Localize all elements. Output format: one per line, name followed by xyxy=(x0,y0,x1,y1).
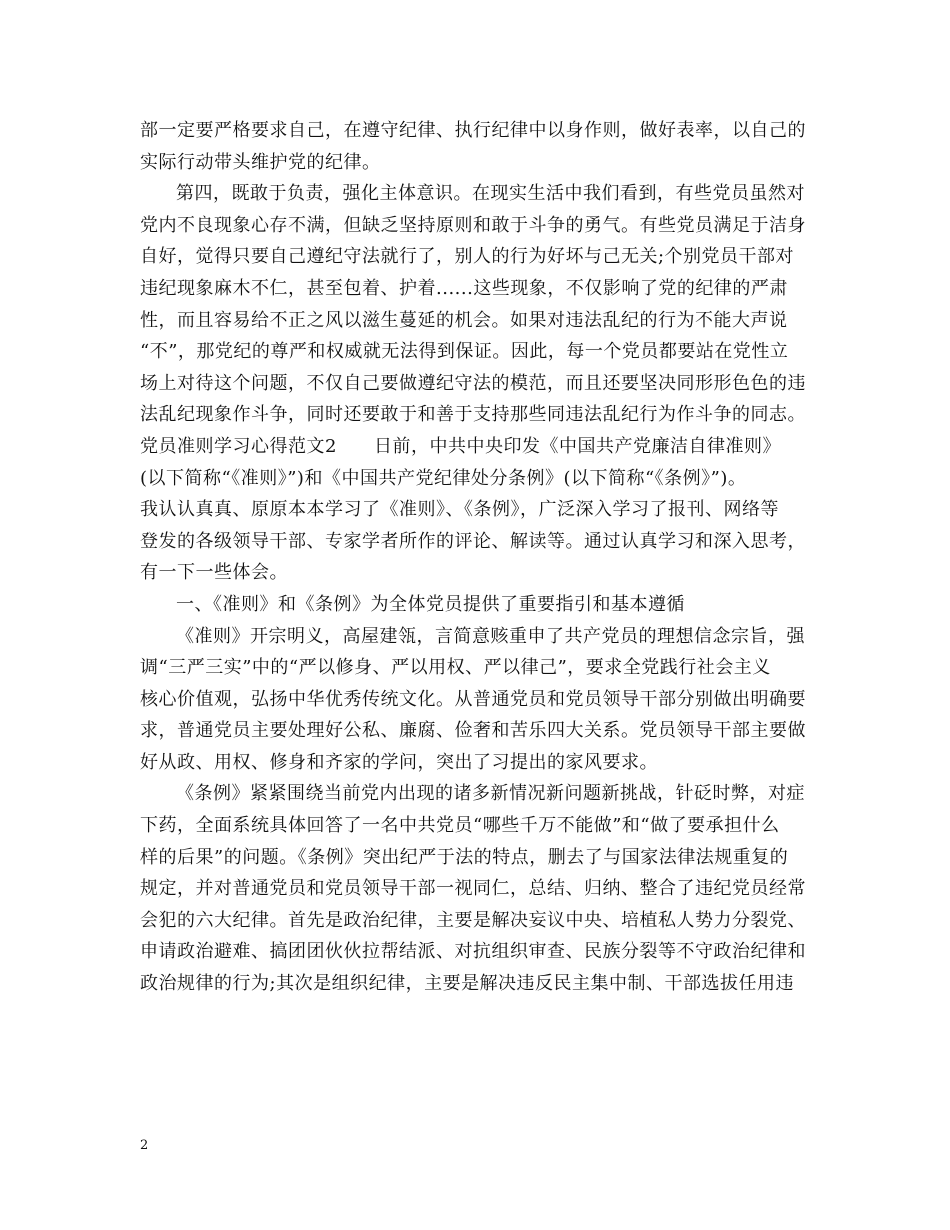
text-line: 样的后果”的问题。《条例》突出纪严于法的特点，删去了与国家法律法规重复的 xyxy=(140,846,789,868)
text-line: 一、《准则》和《条例》为全体党员提供了重要指引和基本遵循 xyxy=(176,593,685,615)
text-line: 政治规律的行为;其次是组织纪律，主要是解决违反民主集中制、干部选拔任用违 xyxy=(140,973,795,995)
text-line: 实际行动带头维护党的纪律。 xyxy=(140,151,381,173)
text-line: 党内不良现象心存不满，但缺乏坚持原则和敢于斗争的勇气。有些党员满足于洁身 xyxy=(140,214,806,236)
text-line: 核心价值观，弘扬中华优秀传统文化。从普通党员和党员领导干部分别做出明确要 xyxy=(140,688,806,710)
text-line: 《条例》紧紧围绕当前党内出现的诸多新情况新问题新挑战，针砭时弊，对症 xyxy=(176,783,805,805)
text-line: 《准则》开宗明义，高屋建瓴，言简意赅重申了共产党员的理想信念宗旨，强 xyxy=(176,625,805,647)
text-line: 违纪现象麻木不仁，甚至包着、护着......这些现象，不仅影响了党的纪律的严肃 xyxy=(140,277,788,299)
text-line: 我认认真真、原原本本学习了《准则》、《条例》，广泛深入学习了报刊、网络等 xyxy=(140,499,779,521)
text-line: 规定，并对普通党员和党员领导干部一视同仁，总结、归纳、整合了违纪党员经常 xyxy=(140,878,806,900)
text-line: 下药，全面系统具体回答了一名中共党员“哪些千万不能做”和“做了要承担什么 xyxy=(140,815,780,837)
text-line: 求，普通党员主要处理好公私、廉腐、俭奢和苦乐四大关系。党员领导干部主要做 xyxy=(140,720,806,742)
text-line: “不”，那党纪的尊严和权威就无法得到保证。因此，每一个党员都要站在党性立 xyxy=(140,341,789,363)
text-line: (以下简称“《准则》”)和《中国共产党纪律处分条例》(以下简称“《条例》”)。 xyxy=(140,467,747,489)
page-number: 2 xyxy=(140,1138,149,1153)
text-line: 登发的各级领导干部、专家学者所作的评论、解读等。通过认真学习和深入思考， xyxy=(140,530,806,552)
text-line: 第四，既敢于负责，强化主体意识。在现实生活中我们看到，有些党员虽然对 xyxy=(176,183,805,205)
text-line: 性，而且容易给不正之风以滋生蔓延的机会。如果对违法乱纪的行为不能大声说 xyxy=(140,309,788,331)
text-line: 法乱纪现象作斗争，同时还要敢于和善于支持那些同违法乱纪行为作斗争的同志。 xyxy=(140,404,806,426)
text-line: 党员准则学习心得范文2 日前，中共中央印发《中国共产党廉洁自律准则》 xyxy=(140,435,781,457)
text-line: 场上对待这个问题，不仅自己要做遵纪守法的模范，而且还要坚决同形形色色的违 xyxy=(140,372,806,394)
text-line: 有一下一些体会。 xyxy=(140,562,288,584)
text-line: 好从政、用权、修身和齐家的学问，突出了习提出的家风要求。 xyxy=(140,751,658,773)
text-line: 申请政治避难、搞团团伙伙拉帮结派、对抗组织审查、民族分裂等不守政治纪律和 xyxy=(140,941,806,963)
text-line: 自好，觉得只要自己遵纪守法就行了，别人的行为好坏与己无关;个别党员干部对 xyxy=(140,246,795,268)
text-line: 会犯的六大纪律。首先是政治纪律，主要是解决妄议中央、培植私人势力分裂党、 xyxy=(140,909,806,931)
document-body xyxy=(140,115,820,1000)
text-line: 调“三严三实”中的“严以修身、严以用权、严以律己”，要求全党践行社会主义 xyxy=(140,657,771,679)
text-line: 部一定要严格要求自己，在遵守纪律、执行纪律中以身作则，做好表率，以自己的 xyxy=(140,120,806,141)
